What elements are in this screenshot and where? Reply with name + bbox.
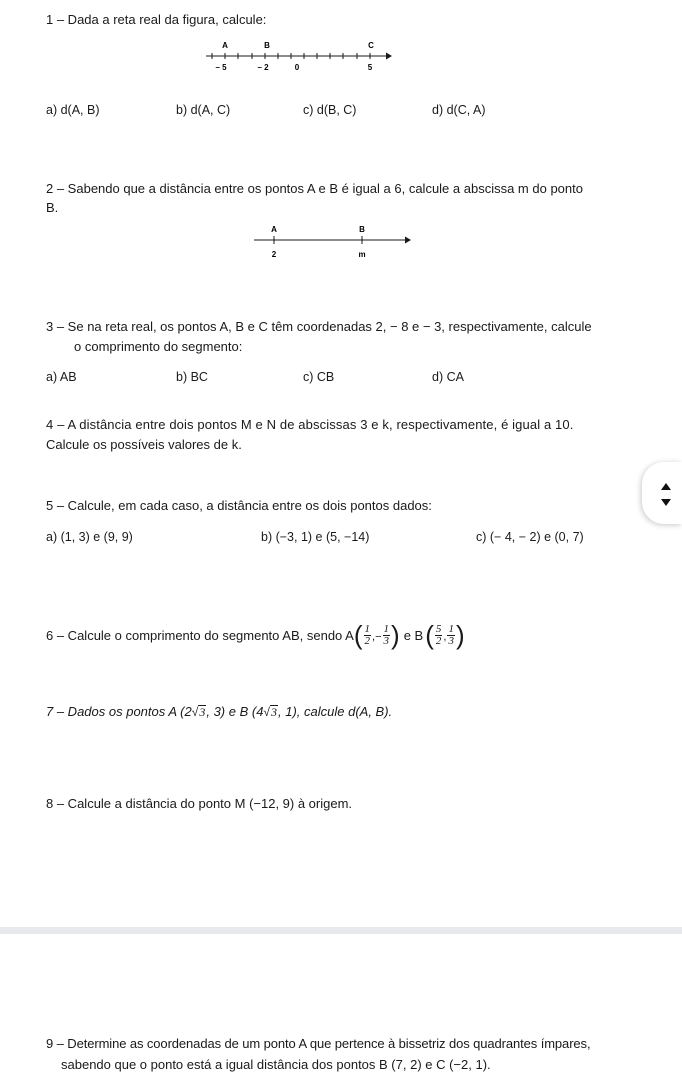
q3-option-b: b) BC — [176, 370, 208, 384]
q3-option-a: a) AB — [46, 370, 77, 384]
fraction: $\frac{1}{2}$ — [364, 622, 371, 647]
q3-text-line2: o comprimento do segmento: — [74, 339, 243, 354]
q4-text-line1: 4 – A distância entre dois pontos M e N de abscissas 3 e k, respectivamente, é igual a 10. — [46, 417, 574, 432]
point-label-b: B — [264, 41, 270, 50]
q7-text-mid: , 3) e B (4 — [206, 704, 264, 719]
q2-number-line — [250, 222, 415, 262]
q5-option-b: b) (−3, 1) e (5, −14) — [261, 530, 370, 544]
radicand: 3 — [271, 705, 278, 719]
q9-text-line2: sabendo que o ponto está a igual distância dos pontos B (7, 2) e C (−2, 1). — [61, 1057, 491, 1072]
q7-text-pre: 7 – Dados os pontos A (2 — [46, 704, 192, 719]
q6-line: 6 – Calcule o comprimento do segmento AB, sendo A ( $\frac{1}{2}$ ,− $\frac{1}{3}$ ) e B ( $\frac{5}{2}$ , $\frac{1}{3}$ ) — [46, 620, 465, 650]
number-line-arrow — [405, 237, 411, 244]
tick-label: – 2 — [257, 63, 269, 72]
q7-text-post: , 1), calcule d(A, B). — [278, 704, 393, 719]
number-line-arrow — [386, 53, 392, 60]
q6-and: e B — [403, 627, 424, 643]
q1-option-b: b) d(A, C) — [176, 103, 231, 117]
tick-label: – 5 — [215, 63, 227, 72]
page-divider — [0, 927, 682, 934]
tick-label: 0 — [294, 63, 300, 72]
point-label-a: A — [271, 225, 277, 234]
q1-option-c: c) d(B, C) — [303, 103, 357, 117]
q5-option-c: c) (− 4, − 2) e (0, 7) — [476, 530, 584, 544]
q2-text-line1: 2 – Sabendo que a distância entre os pontos A e B é igual a 6, calcule a abscissa m do ponto — [46, 181, 583, 196]
q4-text-line2: Calcule os possíveis valores de k. — [46, 437, 242, 452]
q3-option-c: c) CB — [303, 370, 335, 384]
scroll-arrows-icon — [642, 462, 682, 524]
q1-text: 1 – Dada a reta real da figura, calcule: — [46, 12, 267, 27]
tick-label: 2 — [271, 250, 277, 259]
point-label-c: C — [368, 41, 374, 50]
q8-text: 8 – Calcule a distância do ponto M (−12, 9) à origem. — [46, 796, 353, 811]
q6-text: 6 – Calcule o comprimento do segmento AB, sendo A — [46, 627, 354, 643]
q7-line: 7 – Dados os pontos A (2√3, 3) e B (4√3, 1), calcule d(A, B). — [46, 704, 393, 719]
fraction: $\frac{1}{3}$ — [448, 622, 454, 647]
q1-number-line — [200, 36, 395, 76]
fraction: $\frac{5}{2}$ — [435, 622, 442, 647]
q1-option-d: d) d(C, A) — [432, 103, 486, 117]
fraction: $\frac{1}{3}$ — [383, 622, 390, 647]
tick-label: 5 — [367, 63, 373, 72]
q3-option-d: d) CA — [432, 370, 464, 384]
q1-option-a: a) d(A, B) — [46, 103, 100, 117]
radicand: 3 — [199, 705, 206, 719]
q9-text-line1: 9 – Determine as coordenadas de um ponto A que pertence à bissetriz dos quadrantes ímpares, — [46, 1036, 591, 1051]
q3-text-line1: 3 – Se na reta real, os pontos A, B e C têm coordenadas 2, − 8 e − 3, respectivamente, calcule — [46, 319, 592, 334]
q2-text-line2: B. — [46, 200, 59, 215]
point-label-b: B — [359, 225, 365, 234]
tick-label: m — [358, 250, 366, 259]
point-label-a: A — [222, 41, 228, 50]
q5-text: 5 – Calcule, em cada caso, a distância entre os dois pontos dados: — [46, 498, 432, 513]
q5-option-a: a) (1, 3) e (9, 9) — [46, 530, 133, 544]
scroll-toggle-button[interactable] — [642, 462, 682, 524]
